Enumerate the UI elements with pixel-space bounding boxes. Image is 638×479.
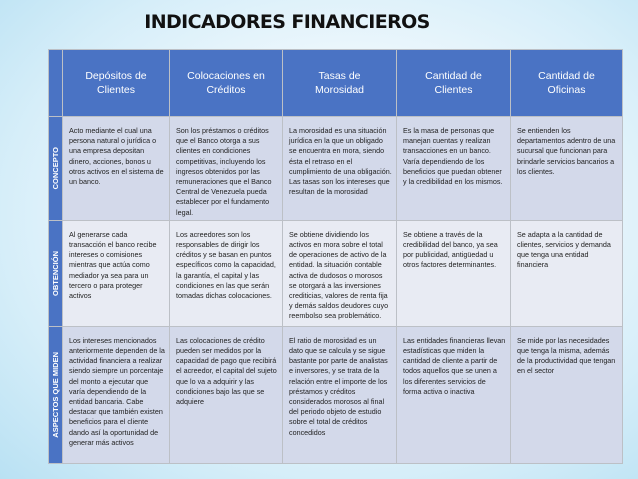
table-row-aspectos — [49, 326, 623, 463]
column-header-tasas — [283, 50, 397, 117]
column-header-label: Colocaciones en Créditos — [187, 70, 265, 96]
table-row-obtencion — [49, 220, 623, 326]
row-header-aspectos — [49, 326, 63, 463]
table-cell: Se entienden los departamentos adentro de una sucursal que funcionan para brindarle servicios bancarios a los clientes. — [511, 117, 623, 221]
column-header-label: Cantidad de Oficinas — [538, 70, 595, 96]
table-cell: Se mide por las necesidades que tenga la misma, además de la productividad que tengan en el sector — [511, 326, 623, 463]
table-cell: Acto mediante el cual una persona natural o jurídica o una empresa depositan dinero, acciones, bonos u otros activos en el sistema de un banco. — [63, 117, 170, 221]
table-cell: Los acreedores son los responsables de dirigir los créditos y se basan en puntos específicos como la capacidad, la garantía, el capital y las condiciones en las que serán tomadas dichas colocaciones. — [170, 220, 283, 326]
column-header-oficinas — [511, 50, 623, 117]
column-header-depositos — [63, 50, 170, 117]
table-row-concepto — [49, 117, 623, 221]
column-header-label: Tasas de Morosidad — [314, 70, 365, 96]
table-cell: Son los préstamos o créditos que el Banco otorga a sus clientes en condiciones competitivas, incluyendo los ingresos obtenidos por las remuneraciones que el Banco Central de Venezuela pueda establecer por el fundamento legal. — [170, 117, 283, 221]
row-header-label: ASPECTOS QUE MIDEN — [51, 351, 60, 438]
column-header-label: Cantidad de Clientes — [425, 70, 482, 96]
row-header-concepto — [49, 117, 63, 221]
table-cell: Se obtiene a través de la credibilidad del banco, ya sea por publicidad, antigüedad u otros factores determinantes. — [397, 220, 511, 326]
header-row — [49, 50, 623, 117]
row-header-label: OBTENCIÓN — [51, 250, 60, 296]
table-cell: La morosidad es una situación jurídica en la que un obligado se encuentra en mora, siendo ésta el retraso en el cumplimiento de una obligación. Las tasas son los intereses que resultan de la morosidad — [283, 117, 397, 221]
column-header-clientes — [397, 50, 511, 117]
table-cell: Las colocaciones de crédito pueden ser medidos por la capacidad de pago que recibirá el acreedor, el capital del sujeto que lo va a adquirir y las condiciones bajo las que se adquiere — [170, 326, 283, 463]
table-cell: Se obtiene dividiendo los activos en mora sobre el total de operaciones de activo de la entidad. la situación contable activa de dudosos o morosos se otorgará a las inversiones crediticias, valores de renta fija y demás saldos deudores cuyo reembolso sea problemático. — [283, 220, 397, 326]
table-cell: Los intereses mencionados anteriormente dependen de la actividad financiera a realizar siendo siempre un porcentaje del monto a ejecutar que varía dependiendo de la entidad bancaria. Cabe destacar que también existen beneficios para el cliente dando así la oportunidad de generar más activos — [63, 326, 170, 463]
table-cell: El ratio de morosidad es un dato que se calcula y se sigue bastante por parte de analistas e inversores, y se trata de la relación entre el importe de los préstamos y créditos considerados morosos al final del periodo objeto de estudio sobre el total de créditos concedidos — [283, 326, 397, 463]
table-cell: Al generarse cada transacción el banco recibe intereses o comisiones mientras que actúa como mediador ya sea para un tercero o para proteger activos — [63, 220, 170, 326]
table-cell: Las entidades financieras llevan estadísticas que miden la cantidad de cliente a partir de todos aquellos que se unen a los diferentes servicios de forma activa o inactiva — [397, 326, 511, 463]
page-title: INDICADORES FINANCIEROS — [144, 11, 430, 33]
column-header-colocaciones — [170, 50, 283, 117]
indicators-table — [48, 49, 623, 464]
row-header-label: CONCEPTO — [51, 147, 60, 190]
column-header-label: Depósitos de Clientes — [85, 70, 147, 96]
corner-cell — [49, 50, 63, 117]
table-cell: Se adapta a la cantidad de clientes, servicios y demanda que tenga una entidad financiera — [511, 220, 623, 326]
table-cell: Es la masa de personas que manejan cuentas y realizan transacciones en un banco. Varía dependiendo de los beneficios que puedan obtener y la credibilidad en los mismos. — [397, 117, 511, 221]
row-header-obtencion — [49, 220, 63, 326]
